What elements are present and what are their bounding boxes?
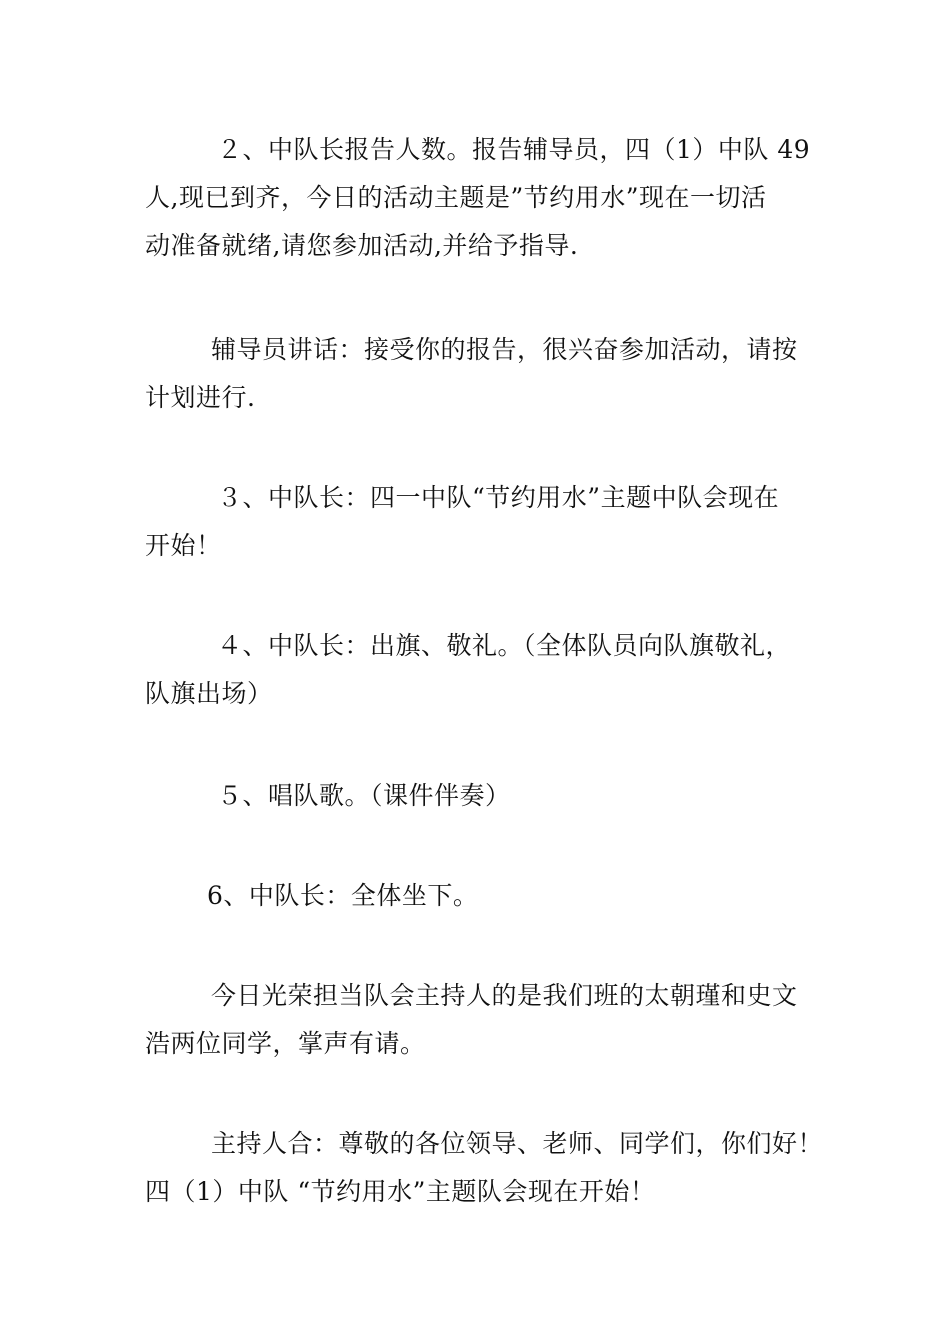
text-line: 6、中队长：全体坐下。 <box>207 881 479 910</box>
paragraph-counselor-speech <box>145 326 825 422</box>
paragraph-team-song <box>145 772 825 820</box>
paragraph-hosts-greeting <box>145 1120 825 1216</box>
paragraph-sit-down <box>145 872 825 920</box>
text-line: 浩两位同学，掌声有请。 <box>145 1029 426 1058</box>
paragraph-report-count <box>145 126 825 270</box>
paragraph-meeting-start <box>145 474 825 570</box>
paragraph-hosts-intro <box>145 972 825 1068</box>
text-line: 队旗出场） <box>145 679 273 708</box>
text-line: 今日光荣担当队会主持人的是我们班的太朝瑾和史文 <box>211 981 798 1010</box>
text-line: ５、唱队歌。（课件伴奏） <box>217 781 511 810</box>
text-line: ３、中队长：四一中队“节约用水”主题中队会现在 <box>217 483 780 512</box>
text-line: 辅导员讲话：接受你的报告，很兴奋参加活动，请按 <box>211 335 798 364</box>
paragraph-flag-salute <box>145 622 825 718</box>
text-line: ４、中队长：出旗、敬礼。（全体队员向队旗敬礼， <box>217 631 792 660</box>
text-line: 人,现已到齐，今日的活动主题是”节约用水”现在一切活 <box>145 183 767 212</box>
text-line: ２、中队长报告人数。报告辅导员，四（1）中队 49 <box>217 135 811 164</box>
text-line: 开始！ <box>145 531 222 560</box>
text-line: 主持人合：尊敬的各位领导、老师、同学们，你们好！ <box>211 1129 824 1158</box>
text-line: 动准备就绪,请您参加活动,并给予指导. <box>145 231 579 260</box>
text-line: 计划进行. <box>145 383 256 412</box>
text-line: 四（1）中队 “节约用水”主题队会现在开始！ <box>145 1177 656 1206</box>
